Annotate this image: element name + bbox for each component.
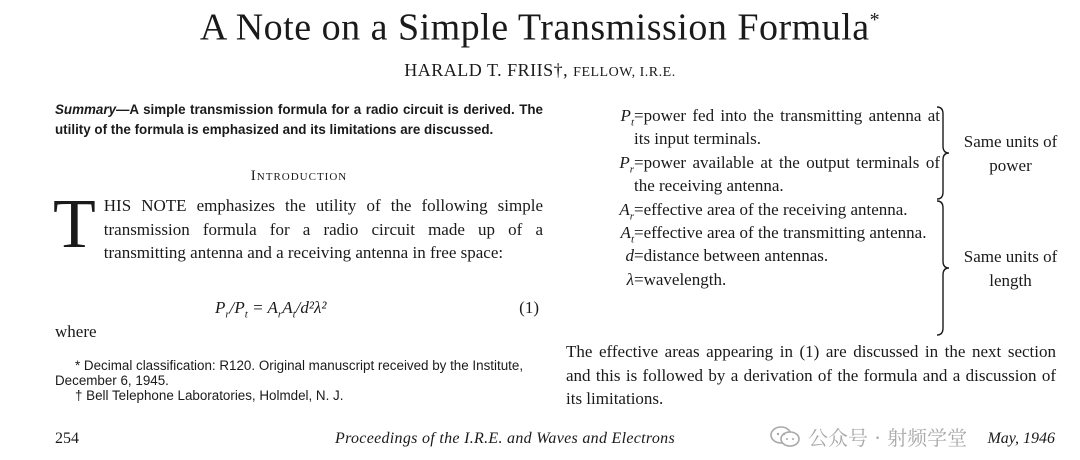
units-power-label: Same units of power: [963, 132, 1058, 175]
intro-paragraph: [53, 186, 543, 265]
page-number: 254: [55, 430, 79, 447]
definition-symbol: λ: [626, 269, 634, 289]
summary: [55, 100, 543, 140]
definition-symbol: $P_t$: [620, 106, 634, 129]
footnotes: [55, 358, 545, 403]
definition-text: =effective area of the receiving antenna.: [634, 199, 908, 219]
author-role: FELLOW, I.R.E.: [573, 65, 676, 80]
definition-symbol: $P_r$: [619, 152, 634, 176]
equation-1: [55, 298, 543, 322]
summary-lead: Summary: [55, 102, 117, 117]
equation-formula: $P_r/P_t = A_rA_t/d^2\lambda^2$: [215, 298, 327, 321]
watermark-text: 公众号 · 射频学堂: [808, 426, 968, 450]
definitions-list: [580, 104, 940, 291]
paper-title: [0, 0, 1080, 48]
closing-paragraph: The effective areas appearing in (1) are discussed in the next section and this is followed by a derivation of the formula and a discussion of its limitations.: [566, 342, 1056, 408]
summary-text: —A simple transmission formula for a radio circuit is derived. The utility of the formula is emphasized and its limitations are discussed.: [55, 102, 543, 137]
author-line: [0, 60, 1080, 81]
title-footnote-mark: *: [869, 9, 881, 31]
definition-text: =power available at the output terminals of the receiving antenna.: [634, 152, 940, 196]
definition-item: [580, 244, 940, 267]
drop-cap: T: [53, 186, 96, 263]
introduction-heading: Introduction: [250, 168, 348, 184]
footnote-affiliation: † Bell Telephone Laboratories, Holmdel, N. J.: [75, 388, 344, 403]
footnote-classification: * Decimal classification: R120. Original manuscript received by the Institute, December 6, 1945.: [55, 358, 524, 388]
journal-name: Proceedings of the I.R.E. and Waves and Electrons: [335, 430, 675, 447]
definition-text: =power fed into the transmitting antenna at its input terminals.: [634, 106, 940, 149]
where-label: where: [55, 322, 97, 341]
author-name: HARALD T. FRIIS†,: [404, 60, 569, 80]
definition-item: [580, 198, 940, 221]
definition-symbol: d: [625, 246, 634, 266]
units-length-label: Same units of length: [963, 247, 1058, 290]
intro-text: HIS NOTE emphasizes the utility of the following simple transmission formula for a radio circuit made up of a transmitting antenna and a receiving antenna in free space:: [103, 196, 543, 262]
definition-item: [580, 268, 940, 291]
issue-date: May, 1946: [987, 430, 1055, 447]
definition-text: =effective area of the transmitting antenna.: [634, 223, 927, 243]
title-text: A Note on a Simple Transmission Formula: [199, 6, 870, 49]
watermark: [770, 422, 967, 451]
definition-item: [580, 151, 940, 198]
definition-symbol: $A_r$: [619, 199, 634, 223]
definition-text: =wavelength.: [634, 269, 727, 289]
definition-item: [580, 221, 940, 244]
definition-symbol: $A_t$: [620, 223, 634, 246]
definition-text: =distance between antennas.: [634, 246, 829, 266]
definition-item: [580, 104, 940, 151]
wechat-icon: [770, 426, 800, 448]
equation-number: (1): [519, 298, 539, 317]
